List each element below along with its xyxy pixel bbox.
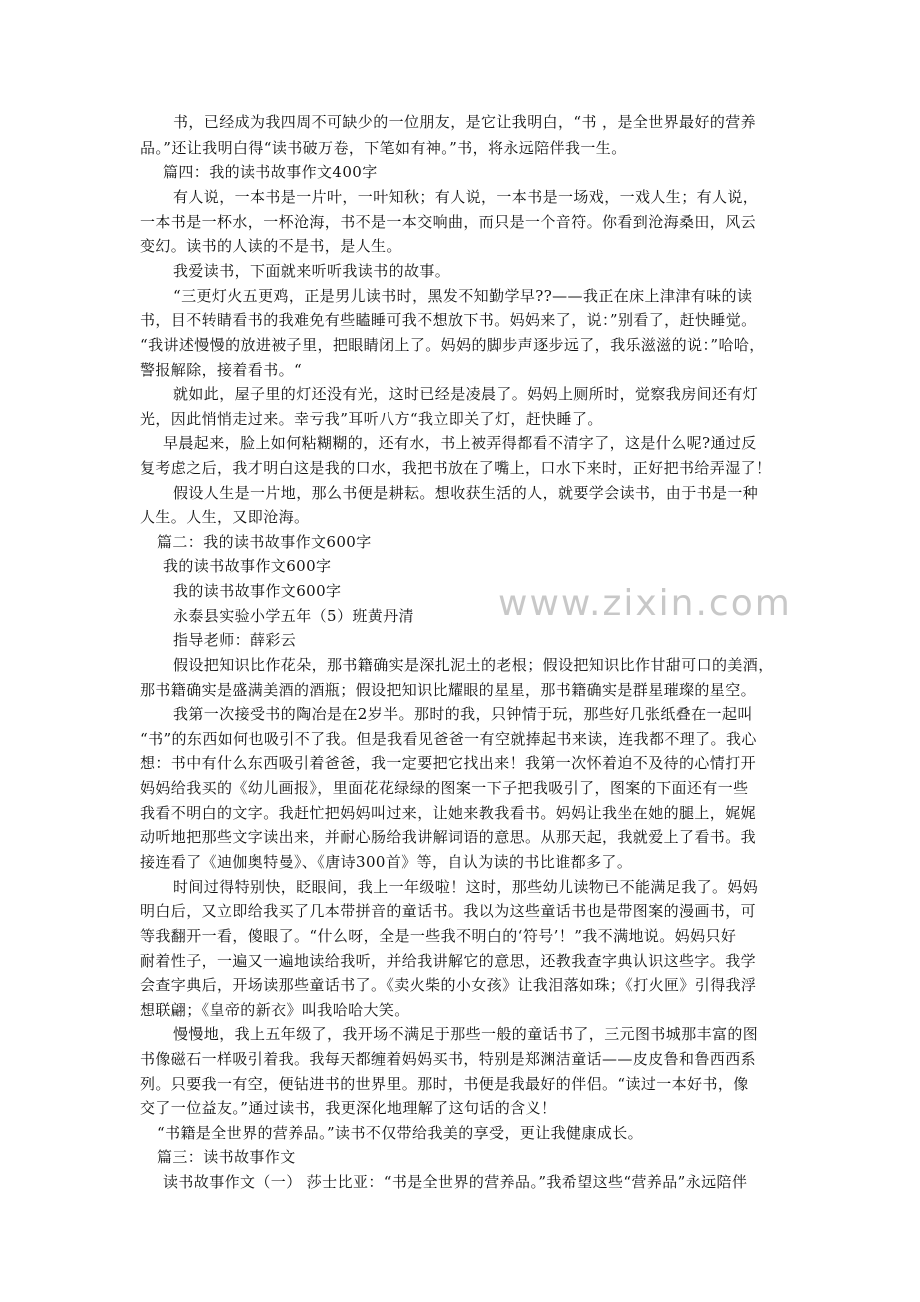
text-line: 警报解除，接着看书。“ (140, 361, 303, 379)
text-line: 明白后，又立即给我买了几本带拼音的童话书。我以为这些童话书也是带图案的漫画书，可 (140, 902, 757, 920)
text-line: 交了一位益友。”通过读书，我更深化地理解了这句话的含义！ (140, 1099, 557, 1117)
text-line: 书，目不转睛看书的我难免有些瞌睡可我不想放下书。妈妈来了，说：”别看了，赶快睡觉。 (140, 311, 757, 329)
text-line: 我爱读书，下面就来听听我读书的故事。 (173, 262, 451, 280)
article-title: 我的读书故事作文600字 (173, 582, 342, 600)
text-line: 妈妈给我买的《幼儿画报》，里面花花绿绿的图案一下子把我吸引了，图案的下面还有一些 (140, 779, 749, 797)
text-line: 我看不明白的文字。我赶忙把妈妈叫过来，让她来教我看书。妈妈让我坐在她的腿上，娓娓 (140, 804, 757, 822)
text-line: “我讲述慢慢的放进被子里，把眼睛闭上了。妈妈的脚步声逐步远了，我乐滋滋的说：”哈哈， (140, 336, 765, 354)
text-line: 书像磁石一样吸引着我。我每天都缠着妈妈买书，特别是郑渊洁童话——皮皮鲁和鲁西西系 (140, 1050, 757, 1068)
text-line: 有人说，一本书是一片叶，一叶知秋；有人说，一本书是一场戏，一戏人生；有人说， (173, 188, 759, 206)
text-line: 会查字典后，开场读那些童话书了。《卖火柴的小女孩》让我泪落如珠；《打火匣》引得我浮 (140, 976, 757, 994)
text-line: 读书故事作文（一） 莎士比亚：“书是全世界的营养品。”我希望这些“营养品”永远陪伴 (163, 1173, 748, 1191)
text-line: 我第一次接受书的陶冶是在2岁半。那时的我，只钟情于玩，那些好几张纸叠在一起叫 (173, 705, 753, 723)
article-title: 我的读书故事作文600字 (163, 557, 332, 575)
text-line: 复考虑之后，我才明白这是我的口水，我把书放在了嘴上，口水下来时，正好把书给弄湿了！ (140, 459, 772, 477)
text-line: 动听地把那些文字读出来，并耐心肠给我讲解词语的意思。从那天起，我就爱上了看书。我 (140, 828, 757, 846)
text-line: “书籍是全世界的营养品。”读书不仅带给我美的享受，更让我健康成长。 (157, 1124, 644, 1142)
text-line: 光，因此悄悄走过来。幸亏我”耳听八方“我立即关了灯，赶快睡了。 (140, 410, 603, 428)
text-line: 假设人生是一片地，那么书便是耕耘。想收获生活的人，就要学会读书，由于书是一种 (173, 484, 759, 502)
text-line: 慢慢地，我上五年级了，我开场不满足于那些一般的童话书了，三元图书城那丰富的图 (173, 1025, 759, 1043)
text-line: 等我翻开一看，傻眼了。“什么呀，全是一些我不明白的‘符号’！”我不满地说。妈妈只好 (140, 927, 737, 945)
text-line: 时间过得特别快，眨眼间，我上一年级啦！这时，那些幼儿读物已不能满足我了。妈妈 (173, 878, 759, 896)
text-line: “三更灯火五更鸡，正是男儿读书时，黑发不知勤学早??——我正在床上津津有味的读 (173, 287, 753, 305)
text-line: 一本书是一杯水，一杯沧海，书不是一本交响曲，而只是一个音符。你看到沧海桑田，风云 (140, 213, 757, 231)
text-line: 想：书中有什么东西吸引着爸爸，我一定要把它找出来！我第一次怀着迫不及待的心情打开 (140, 754, 757, 772)
author-line: 永泰县实验小学五年（5）班黄丹清 (173, 607, 414, 625)
section-heading: 篇四：我的读书故事作文400字 (163, 163, 378, 181)
text-line: 变幻。读书的人读的不是书，是人生。 (140, 237, 402, 255)
text-line: 接连看了《迪伽奥特曼》、《唐诗300首》等，自认为读的书比谁都多了。 (140, 853, 633, 871)
text-line: 那书籍确实是盛满美酒的酒瓶；假设把知识比耀眼的星星，那书籍确实是群星璀璨的星空。 (140, 681, 757, 699)
watermark: www.zixin.com (498, 583, 792, 624)
section-heading: 篇二：我的读书故事作文600字 (157, 533, 372, 551)
text-line: 品。”还让我明白得“读书破万卷，下笔如有神。”书，将永远陪伴我一生。 (140, 139, 627, 157)
text-line: 想联翩；《皇帝的新衣》叫我哈哈大笑。 (140, 1001, 410, 1019)
teacher-line: 指导老师：薛彩云 (173, 631, 297, 649)
text-line: “书”的东西如何也吸引不了我。但是我看见爸爸一有空就捧起书来读，连我都不理了。我心 (140, 730, 757, 748)
text-line: 耐着性子，一遍又一遍地读给我听，并给我讲解它的意思，还教我查字典认识这些字。我学 (140, 952, 757, 970)
text-line: 早晨起来，脸上如何粘糊糊的，还有水，书上被弄得都看不清字了，这是什么呢?通过反 (163, 434, 757, 452)
text-line: 人生。人生，又即沧海。 (140, 508, 310, 526)
text-line: 假设把知识比作花朵，那书籍确实是深扎泥土的老根；假设把知识比作甘甜可口的美酒， (173, 656, 774, 674)
text-line: 就如此，屋子里的灯还没有光，这时已经是凌晨了。妈妈上厕所时，觉察我房间还有灯 (173, 385, 759, 403)
section-heading: 篇三：读书故事作文 (157, 1148, 296, 1166)
text-line: 书，已经成为我四周不可缺少的一位朋友，是它让我明白，“书 ，是全世界最好的营养 (173, 113, 757, 131)
text-line: 列。只要我一有空，便钻进书的世界里。那时，书便是我最好的伴侣。“读过一本好书，像 (140, 1075, 749, 1093)
